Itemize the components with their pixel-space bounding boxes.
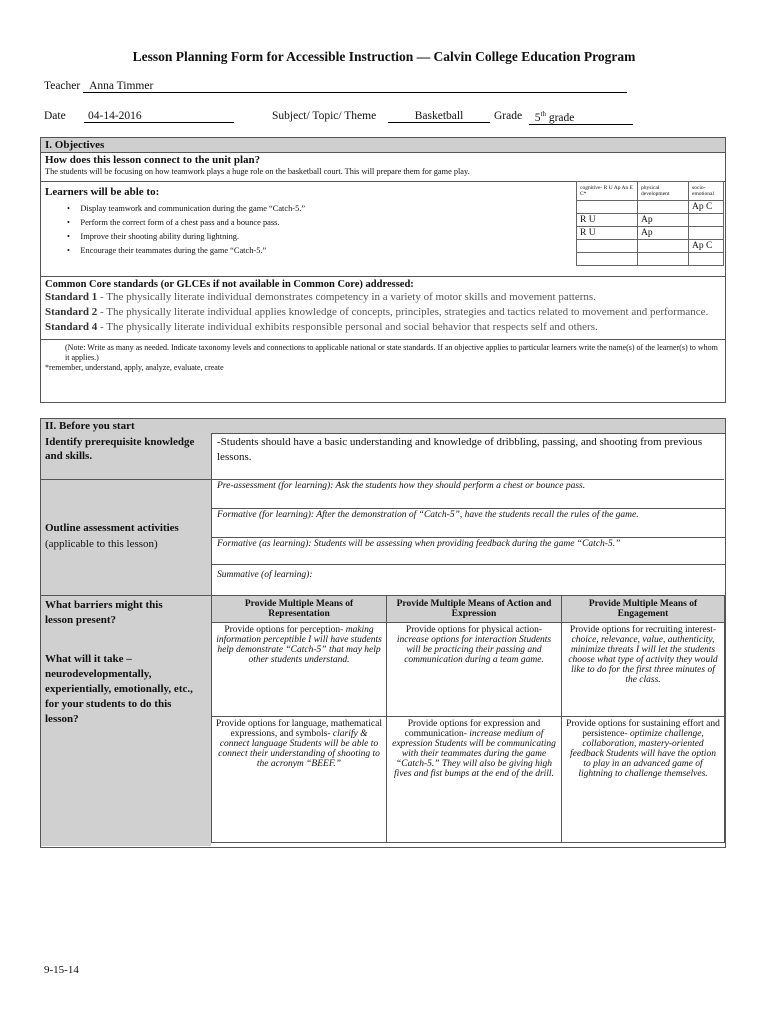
subject-label: Subject/ Topic/ Theme [272, 110, 377, 122]
assess-pre[interactable]: Pre-assessment (for learning): Ask the students how they should perform a chest or bounce pass. [212, 480, 725, 509]
udl-header-engagement: Provide Multiple Means of Engagement [562, 596, 725, 623]
grid-cell[interactable] [689, 214, 724, 227]
objectives-list [67, 202, 305, 258]
udl-table [211, 595, 725, 843]
grid-cell[interactable] [577, 253, 638, 266]
list-item: • Encourage their teammates during the game “Catch-5.” [67, 246, 267, 255]
grade-value[interactable]: 5th grade [529, 110, 633, 125]
barriers-label: What barriers might this lesson present? [45, 599, 163, 626]
udl-cell[interactable]: Provide options for recruiting interest- choice, relevance, value, authenticity, minimize threats I will let the students choose what type of activity they would like to do for the first three minutes of the class. [562, 623, 725, 717]
grid-cell[interactable] [577, 201, 638, 214]
grid-cell[interactable]: R U [577, 227, 638, 240]
grid-header: socio- emotional [689, 182, 724, 201]
grid-cell[interactable]: Ap C [689, 240, 724, 253]
list-item: • Perform the correct form of a chest pass and a bounce pass. [67, 218, 280, 227]
list-item: • Improve their shooting ability during lightning. [67, 232, 240, 241]
taxonomy-footnote: *remember, understand, apply, analyze, evaluate, create [45, 363, 224, 372]
unit-plan-answer: The students will be focusing on how teamwork plays a huge role on the basketball court. This will prepare them for game play. [41, 167, 725, 182]
standard-item: Standard 4 - The physically literate individual exhibits responsible personal and social behavior that respects self and others. [45, 321, 598, 333]
objectives-note: (Note: Write as many as needed. Indicate taxonomy levels and connections to applicable national or state standards. If an objective applies to particular learners write the name(s) of the learner(s) to whom it applies.) [41, 339, 725, 363]
standard-item: Standard 2 - The physically literate individual applies knowledge of concepts, principles, strategies and tactics related to movement and performance. [45, 306, 709, 318]
grid-cell[interactable] [577, 240, 638, 253]
objectives-header: I. Objectives [41, 138, 725, 153]
teacher-row [44, 80, 627, 93]
grid-cell[interactable]: Ap [638, 227, 689, 240]
grid-header: cognitive- R U Ap An E C* [577, 182, 638, 201]
subject-value[interactable]: Basketball [388, 110, 490, 123]
date-label: Date [44, 110, 66, 122]
taxonomy-grid [576, 181, 724, 266]
assess-label: Outline assessment activities [45, 522, 179, 534]
barriers-label-cell [41, 596, 211, 846]
grid-cell[interactable] [638, 253, 689, 266]
learners-block [41, 182, 725, 277]
teacher-value[interactable]: Anna Timmer [83, 80, 627, 93]
grid-cell[interactable]: Ap C [689, 201, 724, 214]
grade-label: Grade [494, 110, 523, 122]
udl-cell[interactable]: Provide options for perception- making information perceptible I will have students help demonstrate “Catch-5” that may help other students understand. [212, 623, 387, 717]
objectives-section [40, 137, 726, 403]
learners-label: Learners will be able to: [45, 186, 160, 198]
teacher-label: Teacher [44, 80, 81, 92]
udl-header-representation: Provide Multiple Means of Representation [212, 596, 387, 623]
assess-summative[interactable]: Summative (of learning): [217, 570, 313, 580]
assess-formative-for[interactable]: Formative (for learning): After the demonstration of “Catch-5”, have the students recall the rules of the game. [212, 509, 725, 538]
common-core-label: Common Core standards (or GLCEs if not available in Common Core) addressed: [45, 279, 414, 290]
assess-cells [211, 480, 725, 595]
grid-cell[interactable] [689, 253, 724, 266]
footer-date: 9-15-14 [44, 964, 79, 976]
grid-cell[interactable] [638, 201, 689, 214]
prereq-label-cell [41, 433, 211, 479]
udl-cell[interactable]: Provide options for physical action- increase options for interaction Students will be practicing their passing and communication during a team game. [387, 623, 562, 717]
standard-item: Standard 1 - The physically literate individual demonstrates competency in a variety of motor skills and movement patterns. [45, 291, 596, 303]
date-value[interactable]: 04-14-2016 [84, 110, 234, 123]
unit-plan-question: How does this lesson connect to the unit plan? [45, 154, 261, 166]
udl-header-action: Provide Multiple Means of Action and Expression [387, 596, 562, 623]
udl-cell[interactable]: Provide options for sustaining effort and persistence- optimize challenge, collaboration, mastery-oriented feedback Students will have the option to play in an advanced game of lightning to challenge themselves. [562, 717, 725, 843]
grid-header: physical development [638, 182, 689, 201]
list-item: • Display teamwork and communication during the game “Catch-5.” [67, 204, 306, 213]
grid-cell[interactable]: R U [577, 214, 638, 227]
udl-cell[interactable]: Provide options for language, mathematical expressions, and symbols- clarify & connect language Students will be able to connect their understanding of shooting to the acronym “BEEF.” [212, 717, 387, 843]
before-section [40, 418, 726, 848]
grid-cell[interactable] [689, 227, 724, 240]
prereq-text[interactable]: -Students should have a basic understanding and knowledge of dribbling, passing, and shooting from previous lessons. [217, 436, 703, 463]
grid-cell[interactable]: Ap [638, 214, 689, 227]
standards-block [41, 277, 725, 335]
assess-formative-as[interactable]: Formative (as learning): Students will be assessing when providing feedback during the game “Catch-5.” [212, 538, 725, 565]
assess-label-cell [41, 480, 211, 595]
grid-cell[interactable] [638, 240, 689, 253]
page-title: Lesson Planning Form for Accessible Instruction — Calvin College Education Program [132, 49, 636, 64]
udl-cell[interactable]: Provide options for expression and communication- increase medium of expression Students will be communicating with their teammates during the game “Catch-5.” They will also be giving high fives and fist bumps at the end of the drill. [387, 717, 562, 843]
before-header: II. Before you start [41, 419, 725, 434]
assess-sub: (applicable to this lesson) [45, 538, 158, 550]
prereq-label: Identify prerequisite knowledge and skills. [45, 436, 195, 462]
take-label: What will it take – neurodevelopmentally, experientially, emotionally, etc., for your students to do this lesson? [45, 653, 193, 725]
prereq-text-cell [211, 433, 725, 479]
